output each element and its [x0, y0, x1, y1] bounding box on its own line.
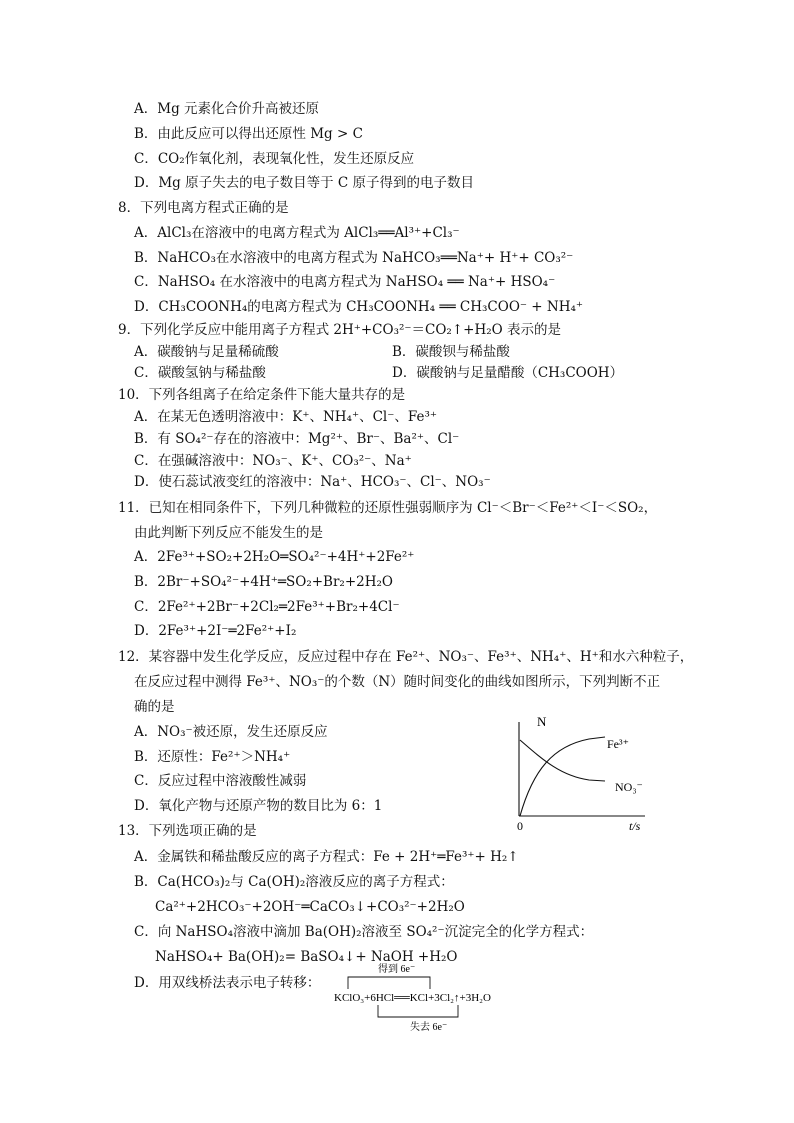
q11-option-b: B．2Br⁻+SO₄²⁻+4H⁺═SO₂+Br₂+2H₂O: [134, 574, 393, 590]
q11-option-d: D．2Fe³⁺+2I⁻═2Fe²⁺+I₂: [134, 623, 297, 639]
fe3-label: Fe³⁺: [607, 737, 629, 751]
graph-x-label: t/s: [629, 819, 641, 833]
q12-option-c: C．反应过程中溶液酸性减弱: [134, 773, 307, 789]
q12-option-b: B．还原性：Fe²⁺＞NH₄⁺: [134, 749, 291, 765]
q7-option-d: D．Mg 原子失去的电子数目等于 C 原子得到的电子数目: [134, 175, 474, 191]
q9-stem: 9．下列化学反应中能用离子方程式 2H⁺+CO₃²⁻＝CO₂↑+H₂O 表示的是: [118, 322, 562, 338]
q8-stem: 8．下列电离方程式正确的是: [118, 200, 289, 216]
q8-option-d: D．CH₃COONH₄的电离方程式为 CH₃COONH₄ ══ CH₃COO⁻ + NH₄⁺: [134, 299, 584, 315]
bridge-top-label: 得到 6e⁻: [378, 964, 416, 975]
q12-stem-end: 确的是: [134, 699, 175, 715]
q12-stem: 12．某容器中发生化学反应，反应过程中存在 Fe²⁺、NO₃⁻、Fe³⁺、NH₄⁺、H⁺和水六种粒子，: [118, 649, 694, 665]
q13-option-c: C．向 NaHSO₄溶液中滴加 Ba(OH)₂溶液至 SO₄²⁻沉淀完全的化学方程式：: [134, 924, 594, 940]
q8-option-b: B．NaHCO₃在水溶液中的电离方程式为 NaHCO₃══Na⁺+ H⁺+ CO₃²⁻: [134, 250, 574, 266]
bridge-bottom-label: 失去 6e⁻: [410, 1022, 448, 1033]
q7-option-b: B．由此反应可以得出还原性 Mg > C: [134, 126, 363, 142]
q8-option-a: A．AlCl₃在溶液中的电离方程式为 AlCl₃══Al³⁺+Cl₃⁻: [134, 225, 460, 241]
q9-option-c: C．碳酸氢钠与稀盐酸: [134, 365, 266, 381]
q12-option-d: D．氧化产物与还原产物的数目比为 6：1: [134, 798, 383, 814]
q10-option-a: A．在某无色透明溶液中：K⁺、NH₄⁺、Cl⁻、Fe³⁺: [134, 409, 438, 425]
q11-stem: 11．已知在相同条件下，下列几种微粒的还原性强弱顺序为 Cl⁻＜Br⁻＜Fe²⁺＜I⁻＜SO₂，: [118, 500, 658, 516]
q11-stem-cont: 由此判断下列反应不能发生的是: [134, 525, 323, 541]
graph-y-label: N: [537, 714, 547, 729]
q7-option-a: A．Mg 元素化合价升高被还原: [134, 101, 320, 117]
q9-option-a: A．碳酸钠与足量稀硫酸: [134, 344, 279, 360]
q11-option-c: C．2Fe²⁺+2Br⁻+2Cl₂═2Fe³⁺+Br₂+4Cl⁻: [134, 599, 400, 615]
q9-option-d: D．碳酸钠与足量醋酸（CH₃COOH）: [392, 365, 624, 381]
q13-stem: 13．下列选项正确的是: [118, 823, 257, 839]
q7-option-c: C．CO₂作氧化剂，表现氧化性，发生还原反应: [134, 151, 415, 167]
q10-stem: 10．下列各组离子在给定条件下能大量共存的是: [118, 387, 406, 403]
q13-option-b: B．Ca(HCO₃)₂与 Ca(OH)₂溶液反应的离子方程式：: [134, 874, 454, 890]
q10-option-b: B．有 SO₄²⁻存在的溶液中：Mg²⁺、Br⁻、Ba²⁺、Cl⁻: [134, 431, 460, 447]
no3-curve: [520, 740, 605, 781]
fe3-curve: [520, 737, 605, 816]
q10-option-c: C．在强碱溶液中：NO₃⁻、K⁺、CO₃²⁻、Na⁺: [134, 453, 412, 469]
q12-stem-cont: 在反应过程中测得 Fe³⁺、NO₃⁻的个数（N）随时间变化的曲线如图所示，下列判断不正: [134, 674, 661, 690]
q12-graph: [505, 708, 660, 838]
bridge-top-line: [348, 977, 430, 989]
q9-option-b: B．碳酸钡与稀盐酸: [392, 344, 510, 360]
q8-option-c: C．NaHSO₄ 在水溶液中的电离方程式为 NaHSO₄ ══ Na⁺+ HSO₄⁻: [134, 274, 556, 290]
q13-option-b-equation: Ca²⁺+2HCO₃⁻+2OH⁻═CaCO₃↓+CO₃²⁻+2H₂O: [155, 899, 465, 915]
q12-option-a: A．NO₃⁻被还原，发生还原反应: [134, 724, 328, 740]
bridge-equation: KClO₃+6HCl══KCl+3Cl₂↑+3H₂O: [334, 992, 491, 1004]
q13-option-a: A．金属铁和稀盐酸反应的离子方程式：Fe + 2H⁺═Fe³⁺+ H₂↑: [134, 849, 519, 865]
q10-option-d: D．使石蕊试液变红的溶液中：Na⁺、HCO₃⁻、Cl⁻、NO₃⁻: [134, 474, 491, 490]
graph-origin: 0: [517, 819, 523, 833]
no3-label: NO₃⁻: [615, 780, 643, 794]
q13-option-c-equation: NaHSO₄+ Ba(OH)₂= BaSO₄↓+ NaOH +H₂O: [155, 949, 458, 965]
q13-option-d: D．用双线桥法表示电子转移：: [134, 975, 321, 991]
q11-option-a: A．2Fe³⁺+SO₂+2H₂O═SO₄²⁻+4H⁺+2Fe²⁺: [134, 549, 415, 565]
bridge-bottom-line: [378, 1005, 458, 1017]
double-bridge-diagram: [330, 962, 550, 1034]
